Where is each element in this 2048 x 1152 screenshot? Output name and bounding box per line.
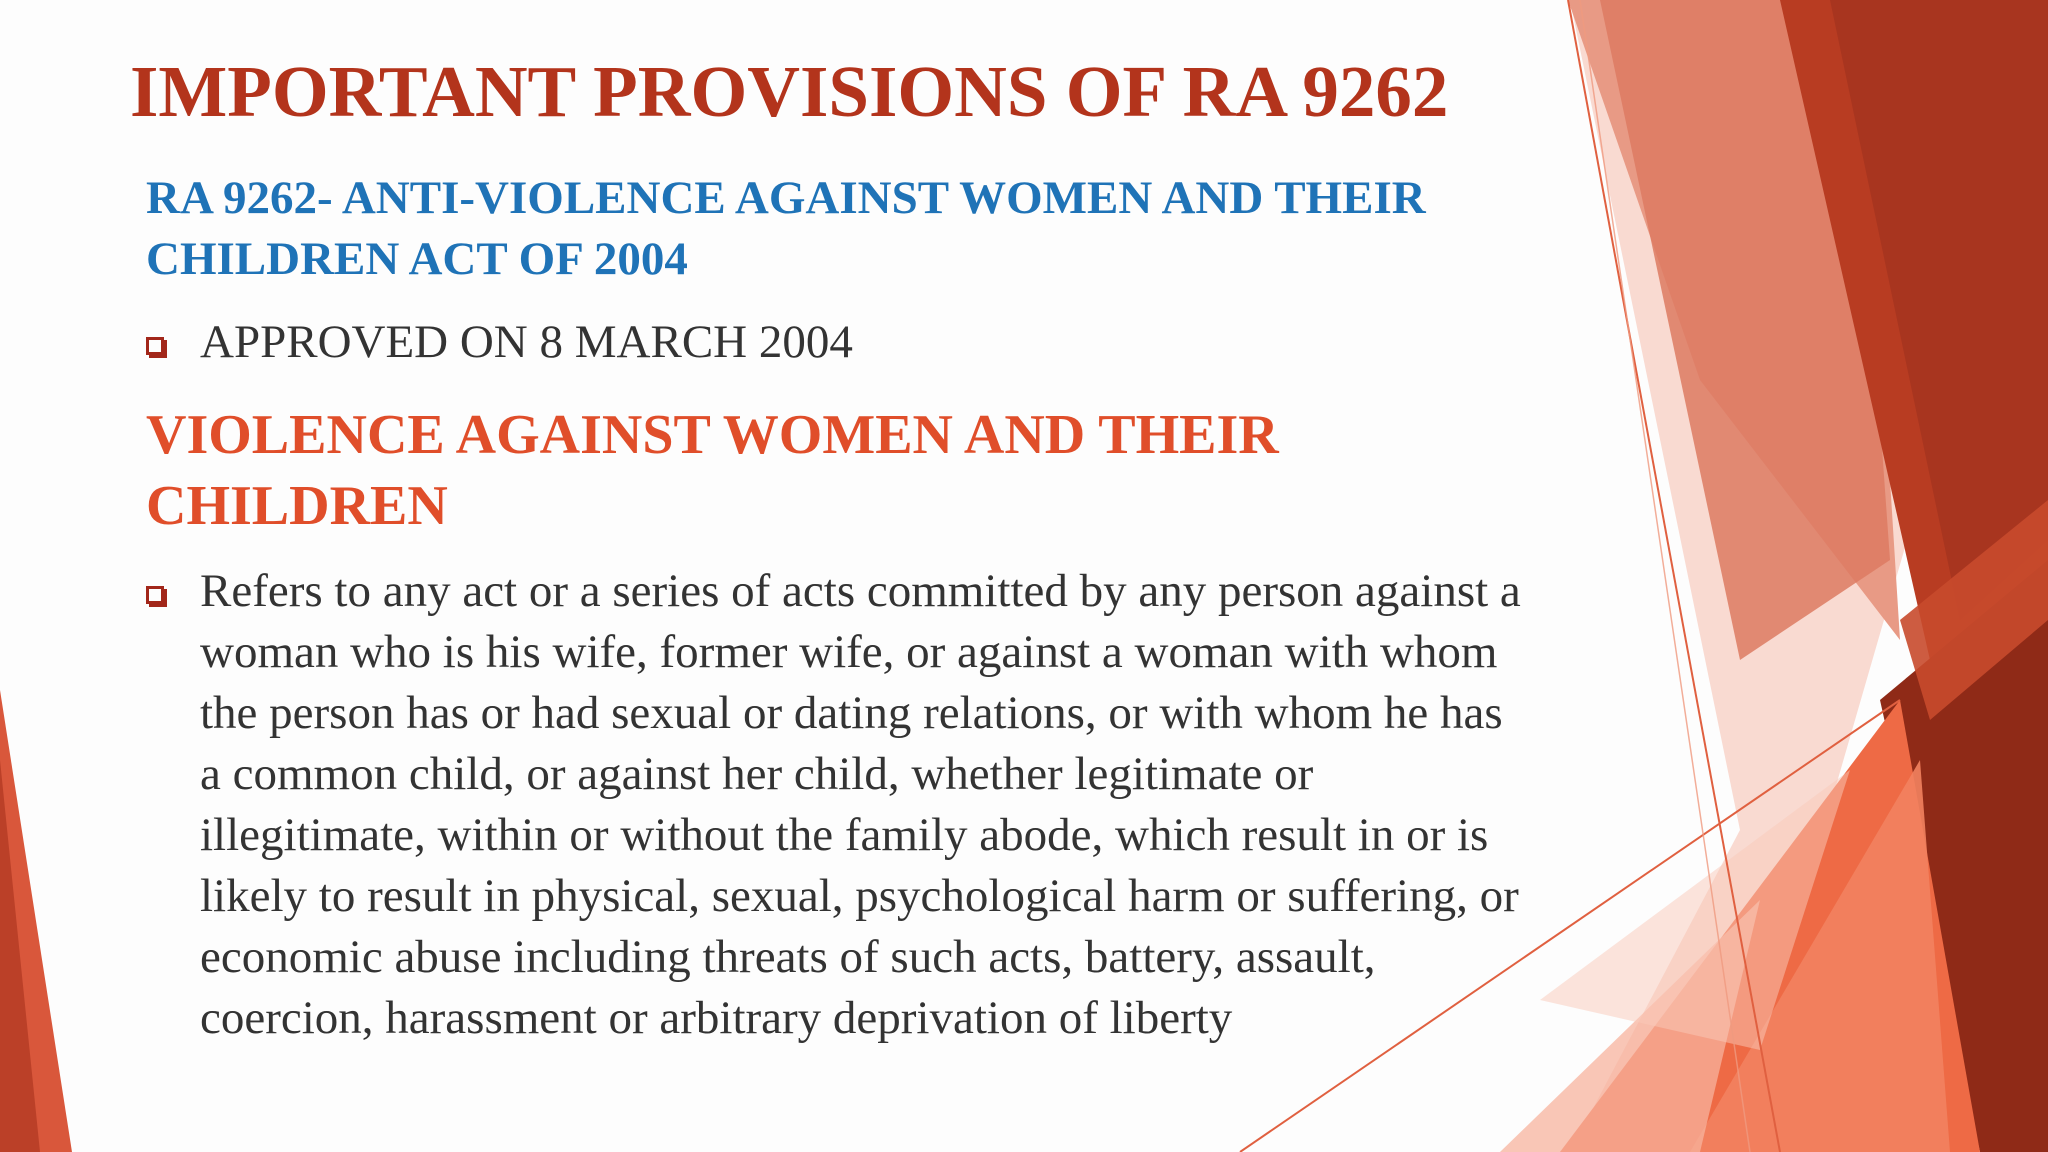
act-subtitle: RA 9262- ANTI-VIOLENCE AGAINST WOMEN AND THEIR CHILDREN ACT OF 2004 bbox=[146, 172, 1426, 286]
section-heading: VIOLENCE AGAINST WOMEN AND THEIR CHILDREN bbox=[146, 404, 1279, 537]
definition-bullet-text: Refers to any act or a series of acts committed by any person against a woman who is his wife, former wife, or against a woman with whom the person has or had sexual or dating relations, or with whom he has a common child, or against her child, whether legitimate or illegitimate, within or without the family abode, which result in or is likely to result in physical, sexual, psychological harm or suffering, or economic abuse including threats of such acts, battery, assault, coercion, harassment or arbitrary deprivation of liberty bbox=[200, 565, 1521, 1044]
definition-bullet-item bbox=[146, 561, 1526, 1049]
approved-bullet-item bbox=[146, 312, 853, 373]
approved-bullet-text: APPROVED ON 8 MARCH 2004 bbox=[200, 316, 853, 368]
hollow-square-bullet-icon bbox=[146, 586, 164, 604]
hollow-square-bullet-icon bbox=[146, 337, 164, 355]
slide-title: IMPORTANT PROVISIONS OF RA 9262 bbox=[130, 51, 1449, 132]
